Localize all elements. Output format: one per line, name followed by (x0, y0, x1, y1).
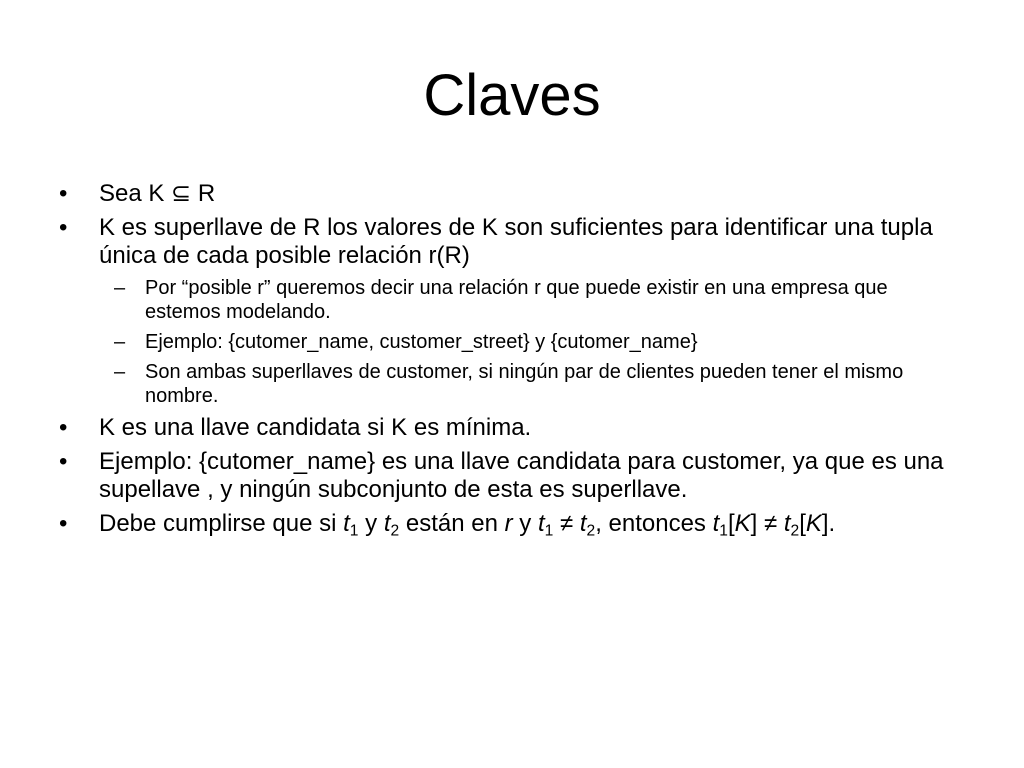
var-t: t (383, 510, 391, 537)
bullet-text: K es una llave candidata si K es mínima. (99, 414, 532, 441)
var-k: K (805, 510, 822, 537)
var-t: t (712, 510, 720, 537)
sub-bullet-text: Son ambas superllaves de customer, si ningún par de clientes pueden tener el mismo nombre. (145, 361, 904, 407)
formula-text (99, 510, 836, 540)
dash-marker: – (114, 361, 126, 383)
subscript: 2 (790, 522, 800, 540)
bullet-marker: • (59, 180, 68, 207)
dash-marker: – (114, 331, 126, 353)
var-t: t (537, 510, 545, 537)
subscript: 2 (586, 522, 596, 540)
list-item (57, 414, 967, 442)
bracket: [ (799, 510, 806, 537)
text-run: y (358, 510, 384, 537)
dash-marker: – (114, 277, 126, 299)
var-t: t (343, 510, 350, 537)
list-item (57, 180, 967, 208)
text-run: y (512, 510, 538, 537)
bullet-text: Sea K ⊆ R (99, 180, 216, 207)
text-run: ]. (821, 510, 836, 537)
sub-bullet-text: Por “posible r” queremos decir una relación r que puede existir en una empresa que estemos modelando. (145, 277, 888, 323)
list-item (57, 448, 967, 504)
var-t: t (579, 510, 587, 537)
subscript: 1 (544, 522, 554, 540)
bullet-marker: • (59, 214, 68, 241)
text-run: Debe cumplirse que si (99, 510, 344, 537)
subscript: 2 (390, 522, 400, 540)
var-r: r (504, 510, 513, 537)
var-k: K (734, 510, 751, 537)
slide-title: Claves (423, 63, 601, 128)
not-equal-symbol: ≠ (553, 510, 580, 537)
bullet-text: K es superllave de R los valores de K son suficientes para identificar una tupla única de cada posible relación r(R) (99, 214, 933, 269)
bracket: ] (750, 510, 758, 537)
sub-list-item (57, 360, 967, 408)
list-item-formula (57, 510, 967, 538)
subscript: 1 (719, 522, 728, 540)
var-t: t (783, 510, 791, 537)
bullet-marker: • (59, 510, 68, 537)
bullet-marker: • (59, 448, 68, 475)
bullet-marker: • (59, 414, 68, 441)
not-equal-symbol: ≠ (757, 510, 784, 537)
text-run: , entonces (595, 510, 713, 537)
sub-list-item (57, 330, 967, 354)
bracket: [ (727, 510, 735, 537)
slide-content (57, 180, 967, 544)
list-item (57, 214, 967, 270)
subscript: 1 (349, 522, 359, 540)
sub-list-item (57, 276, 967, 324)
bullet-text: Ejemplo: {cutomer_name} es una llave candidata para customer, ya que es una supellave , y ningún subconjunto de esta es superllave. (99, 448, 944, 503)
sub-bullet-text: Ejemplo: {cutomer_name, customer_street} y {cutomer_name} (145, 331, 698, 353)
text-run: están en (399, 510, 505, 537)
